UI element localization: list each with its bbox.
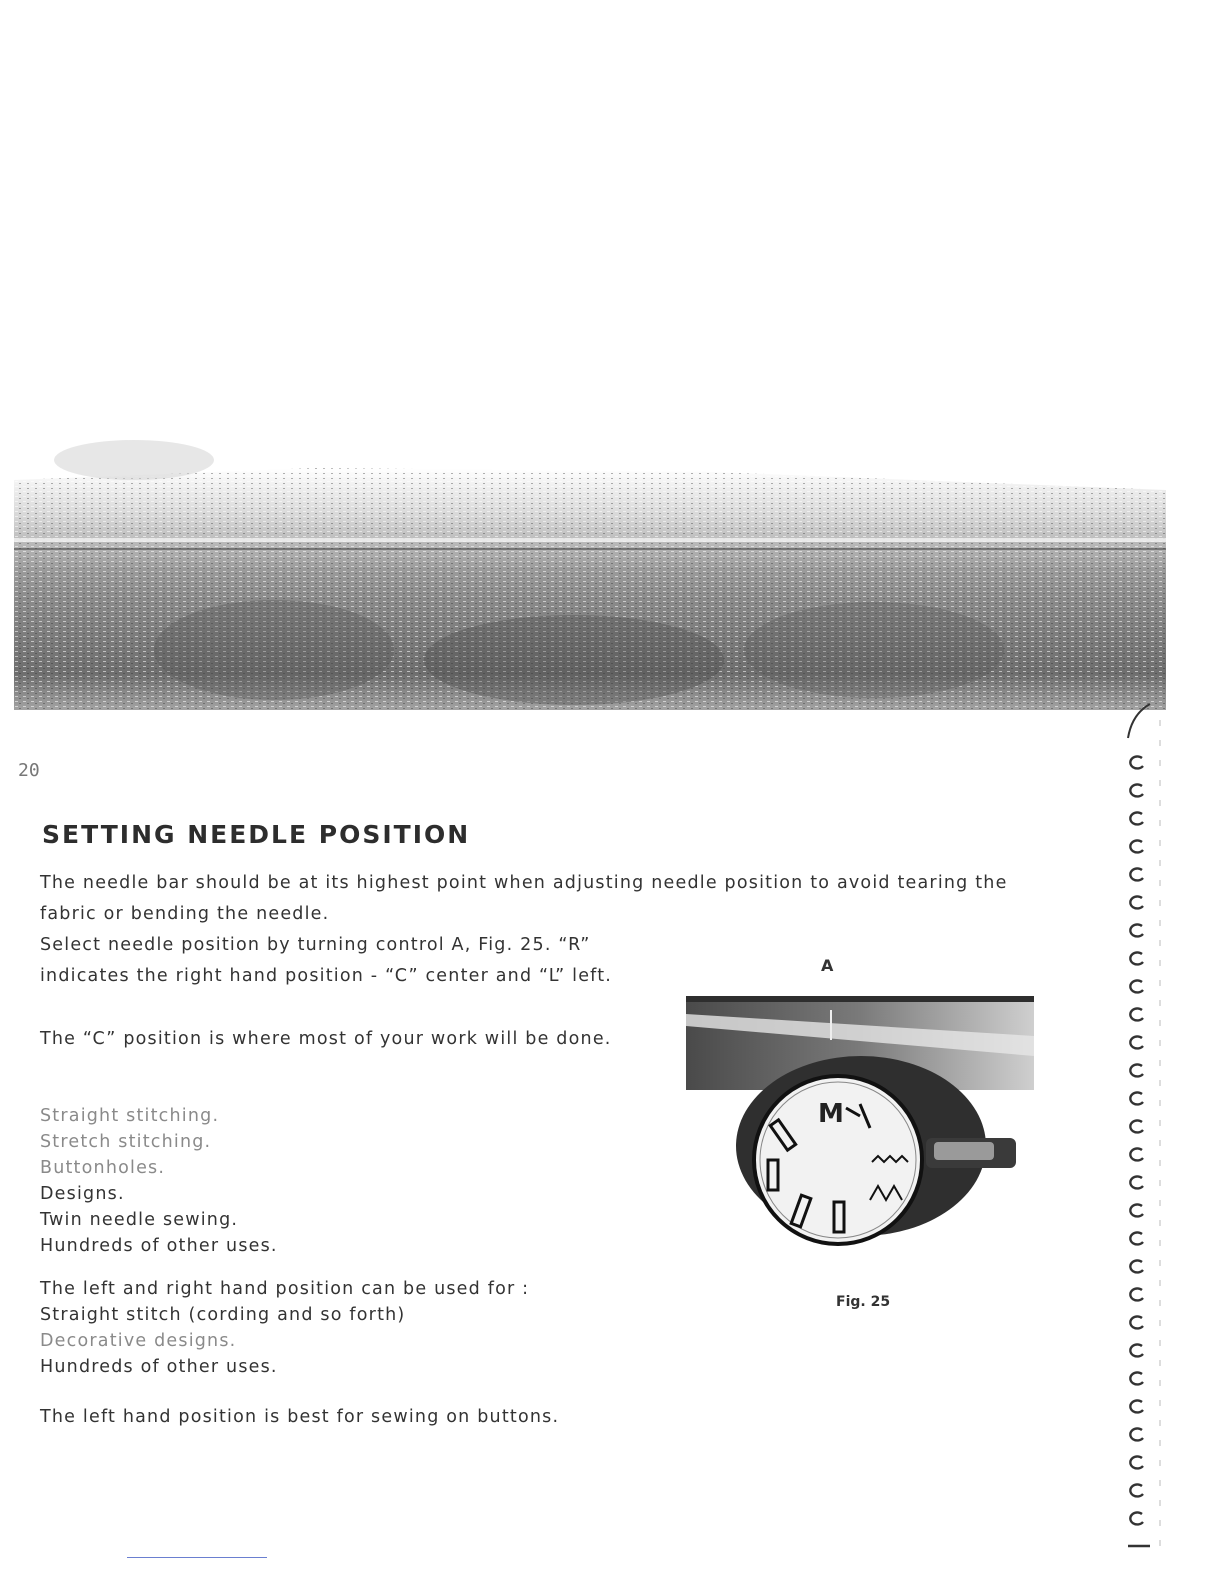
page-number: 20 [18,760,40,781]
dial-mark-text: M [818,1099,844,1129]
final-note: The left hand position is best for sewing on buttons. [40,1407,560,1427]
list-item: Buttonholes. [40,1158,166,1178]
side-positions-list [40,1302,405,1380]
needle-position-dial-photo [686,996,1034,1252]
machine-bed-photo [14,420,1166,710]
figure-caption: Fig. 25 [836,1294,891,1310]
intro-paragraph-2: Select needle position by turning control A, Fig. 25. “R” indicates the right hand position - “C” center and “L” left. [40,935,613,986]
binding-margin-marks [1120,700,1168,1560]
center-uses-list [40,1103,278,1259]
list-item: Hundreds of other uses. [40,1357,278,1377]
side-positions-heading: The left and right hand position can be used for : [40,1279,530,1299]
list-item: Twin needle sewing. [40,1210,239,1230]
intro-paragraph-3: The “C” position is where most of your work will be done. [40,1029,612,1049]
list-item: Straight stitching. [40,1106,220,1126]
list-item: Hundreds of other uses. [40,1236,278,1256]
list-item: Designs. [40,1184,125,1204]
figure-label: A [821,956,834,975]
intro-paragraph-1: The needle bar should be at its highest point when adjusting needle position to avoid tearing the fabric or bending the needle. [40,873,1008,924]
list-item: Decorative designs. [40,1331,237,1351]
list-item: Straight stitch (cording and so forth) [40,1305,406,1325]
page-title: SETTING NEEDLE POSITION [42,820,471,849]
bottom-rule [127,1557,267,1558]
list-item: Stretch stitching. [40,1132,212,1152]
